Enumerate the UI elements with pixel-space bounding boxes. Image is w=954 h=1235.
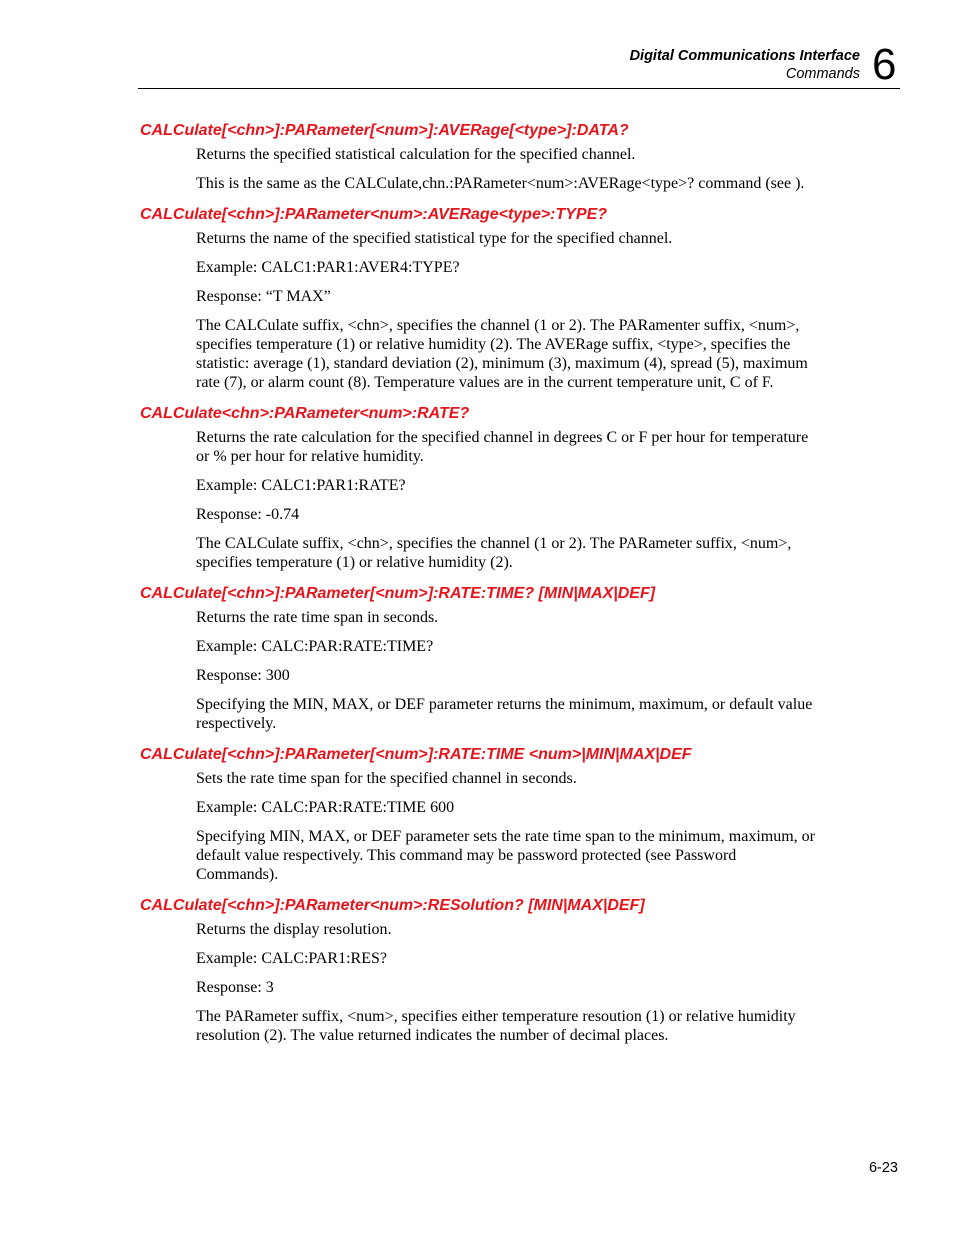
chapter-number: 6 — [872, 40, 897, 89]
paragraph: The CALCulate suffix, <chn>, specifies the channel (1 or 2). The PARameter suffix, <num>, specifies temperature (1) or relative humidity (2). — [196, 535, 792, 571]
command-heading: CALCulate[<chn>]:PARameter[<num>]:RATE:TIME <num>|MIN|MAX|DEF — [140, 746, 692, 763]
command-heading: CALCulate[<chn>]:PARameter<num>:AVERage<type>:TYPE? — [140, 206, 608, 223]
header-rule — [138, 88, 900, 89]
command-section — [140, 584, 820, 733]
paragraph: Sets the rate time span for the specified channel in seconds. — [196, 770, 577, 787]
paragraph: Returns the specified statistical calculation for the specified channel. — [196, 146, 636, 163]
paragraph: Specifying the MIN, MAX, or DEF parameter returns the minimum, maximum, or default value respectively. — [196, 696, 813, 732]
running-header-subtitle: Commands — [785, 66, 860, 82]
paragraph: Specifying MIN, MAX, or DEF parameter sets the rate time span to the minimum, maximum, or default value respectively. This command may be password protected (see Password Commands). — [196, 828, 815, 883]
example-line: Example: CALC:PAR:RATE:TIME 600 — [196, 799, 455, 816]
response-line: Response: -0.74 — [196, 506, 300, 523]
example-line: Example: CALC:PAR1:RES? — [196, 950, 387, 967]
command-heading: CALCulate[<chn>]:PARameter[<num>]:RATE:TIME? [MIN|MAX|DEF] — [140, 585, 656, 602]
command-section — [140, 121, 820, 193]
command-section — [140, 896, 820, 1045]
example-line: Example: CALC:PAR:RATE:TIME? — [196, 638, 434, 655]
page-number: 6-23 — [868, 1160, 898, 1176]
paragraph: Returns the name of the specified statistical type for the specified channel. — [196, 230, 673, 247]
running-header-title: Digital Communications Interface — [629, 48, 860, 64]
command-heading: CALCulate[<chn>]:PARameter<num>:RESolution? [MIN|MAX|DEF] — [140, 897, 645, 914]
command-heading: CALCulate[<chn>]:PARameter[<num>]:AVERage[<type>]:DATA? — [140, 122, 629, 139]
paragraph: Returns the display resolution. — [196, 921, 392, 938]
command-heading: CALCulate<chn>:PARameter<num>:RATE? — [140, 405, 470, 422]
command-section — [140, 745, 820, 884]
example-line: Example: CALC1:PAR1:RATE? — [196, 477, 406, 494]
command-section — [140, 205, 820, 392]
command-section — [140, 404, 820, 572]
paragraph: The CALCulate suffix, <chn>, specifies the channel (1 or 2). The PARamenter suffix, <num>, specifies temperature (1) or relative humidity (2). The AVERage suffix, <type>, specifies the statistic: average (1), standard deviation (2), minimum (3), maximum (4), spread (5), maximum rate (7), or alarm count (8). Temperature values are in the current temperature unit, C of F. — [196, 317, 808, 391]
response-line: Response: 3 — [196, 979, 274, 996]
response-line: Response: “T MAX” — [196, 288, 331, 305]
example-line: Example: CALC1:PAR1:AVER4:TYPE? — [196, 259, 460, 276]
response-line: Response: 300 — [196, 667, 290, 684]
paragraph: This is the same as the CALCulate,chn.:PARameter<num>:AVERage<type>? command (see ). — [196, 175, 805, 192]
paragraph: Returns the rate time span in seconds. — [196, 609, 439, 626]
paragraph: Returns the rate calculation for the specified channel in degrees C or F per hour for temperature or % per hour for relative humidity. — [196, 429, 809, 465]
paragraph: The PARameter suffix, <num>, specifies either temperature resoution (1) or relative humidity resolution (2). The value returned indicates the number of decimal places. — [196, 1008, 796, 1044]
page-content — [140, 121, 820, 1057]
